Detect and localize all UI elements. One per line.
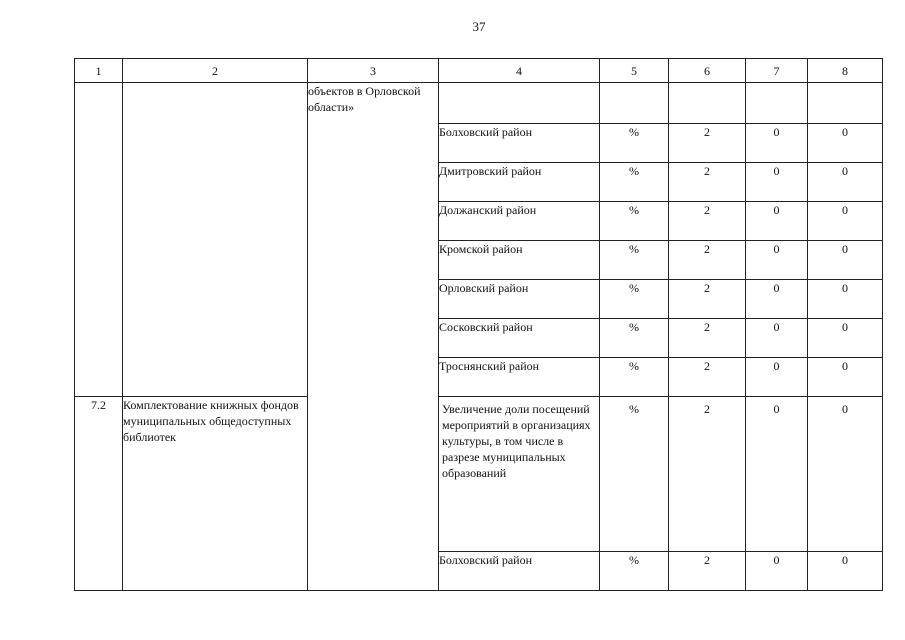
page-number: 37 (472, 19, 486, 34)
value6-cell: 2 (669, 319, 746, 358)
value8-cell: 0 (808, 202, 883, 241)
unit-cell-empty (600, 83, 669, 124)
value7-cell: 0 (746, 124, 808, 163)
indicator-cell-empty (439, 83, 600, 124)
value6-cell: 2 (669, 552, 746, 591)
value8-cell: 0 (808, 124, 883, 163)
value8-cell-empty (808, 83, 883, 124)
header-cell-8: 8 (808, 59, 883, 83)
value7-cell: 0 (746, 163, 808, 202)
unit-cell: % (600, 319, 669, 358)
value6-cell-empty (669, 83, 746, 124)
header-cell-6: 6 (669, 59, 746, 83)
value7-cell: 0 (746, 280, 808, 319)
header-cell-5: 5 (600, 59, 669, 83)
district-cell: Орловский район (439, 280, 600, 319)
unit-cell: % (600, 552, 669, 591)
header-cell-2: 2 (123, 59, 308, 83)
value7-cell-empty (746, 83, 808, 124)
value6-cell: 2 (669, 358, 746, 397)
value7-cell: 0 (746, 552, 808, 591)
value8-cell: 0 (808, 358, 883, 397)
value7-cell: 0 (746, 397, 808, 552)
value8-cell: 0 (808, 280, 883, 319)
value7-cell: 0 (746, 241, 808, 280)
district-cell: Должанский район (439, 202, 600, 241)
name-cell-empty (123, 83, 308, 397)
table-row-section-7-2 (75, 397, 883, 552)
unit-cell: % (600, 241, 669, 280)
section-number: 7.2 (75, 397, 123, 591)
district-cell: Болховский район (439, 552, 600, 591)
value8-cell: 0 (808, 319, 883, 358)
table-row (75, 83, 883, 124)
indicators-table (74, 58, 883, 591)
value8-cell: 0 (808, 163, 883, 202)
header-cell-4: 4 (439, 59, 600, 83)
unit-cell: % (600, 358, 669, 397)
value8-cell: 0 (808, 241, 883, 280)
unit-cell: % (600, 280, 669, 319)
district-cell: Сосковский район (439, 319, 600, 358)
value8-cell: 0 (808, 552, 883, 591)
value6-cell: 2 (669, 241, 746, 280)
unit-cell: % (600, 124, 669, 163)
district-cell: Кромской район (439, 241, 600, 280)
unit-cell: % (600, 202, 669, 241)
header-cell-3: 3 (308, 59, 439, 83)
district-cell: Дмитровский район (439, 163, 600, 202)
district-cell: Болховский район (439, 124, 600, 163)
value7-cell: 0 (746, 319, 808, 358)
indicator-cell: Увеличение доли посещений мероприятий в организациях культуры, в том числе в разрезе муниципальных образований (439, 397, 600, 552)
unit-cell: % (600, 397, 669, 552)
value6-cell: 2 (669, 163, 746, 202)
value6-cell: 2 (669, 202, 746, 241)
value7-cell: 0 (746, 358, 808, 397)
header-cell-1: 1 (75, 59, 123, 83)
header-cell-7: 7 (746, 59, 808, 83)
district-cell: Троснянский район (439, 358, 600, 397)
unit-cell: % (600, 163, 669, 202)
section-name: Комплектование книжных фондов муниципальных общедоступных библиотек (123, 397, 308, 591)
value6-cell: 2 (669, 397, 746, 552)
value7-cell: 0 (746, 202, 808, 241)
value6-cell: 2 (669, 280, 746, 319)
value8-cell: 0 (808, 397, 883, 552)
number-cell-empty (75, 83, 123, 397)
program-cell: объектов в Орловской области» (308, 83, 439, 591)
header-row (75, 59, 883, 83)
value6-cell: 2 (669, 124, 746, 163)
